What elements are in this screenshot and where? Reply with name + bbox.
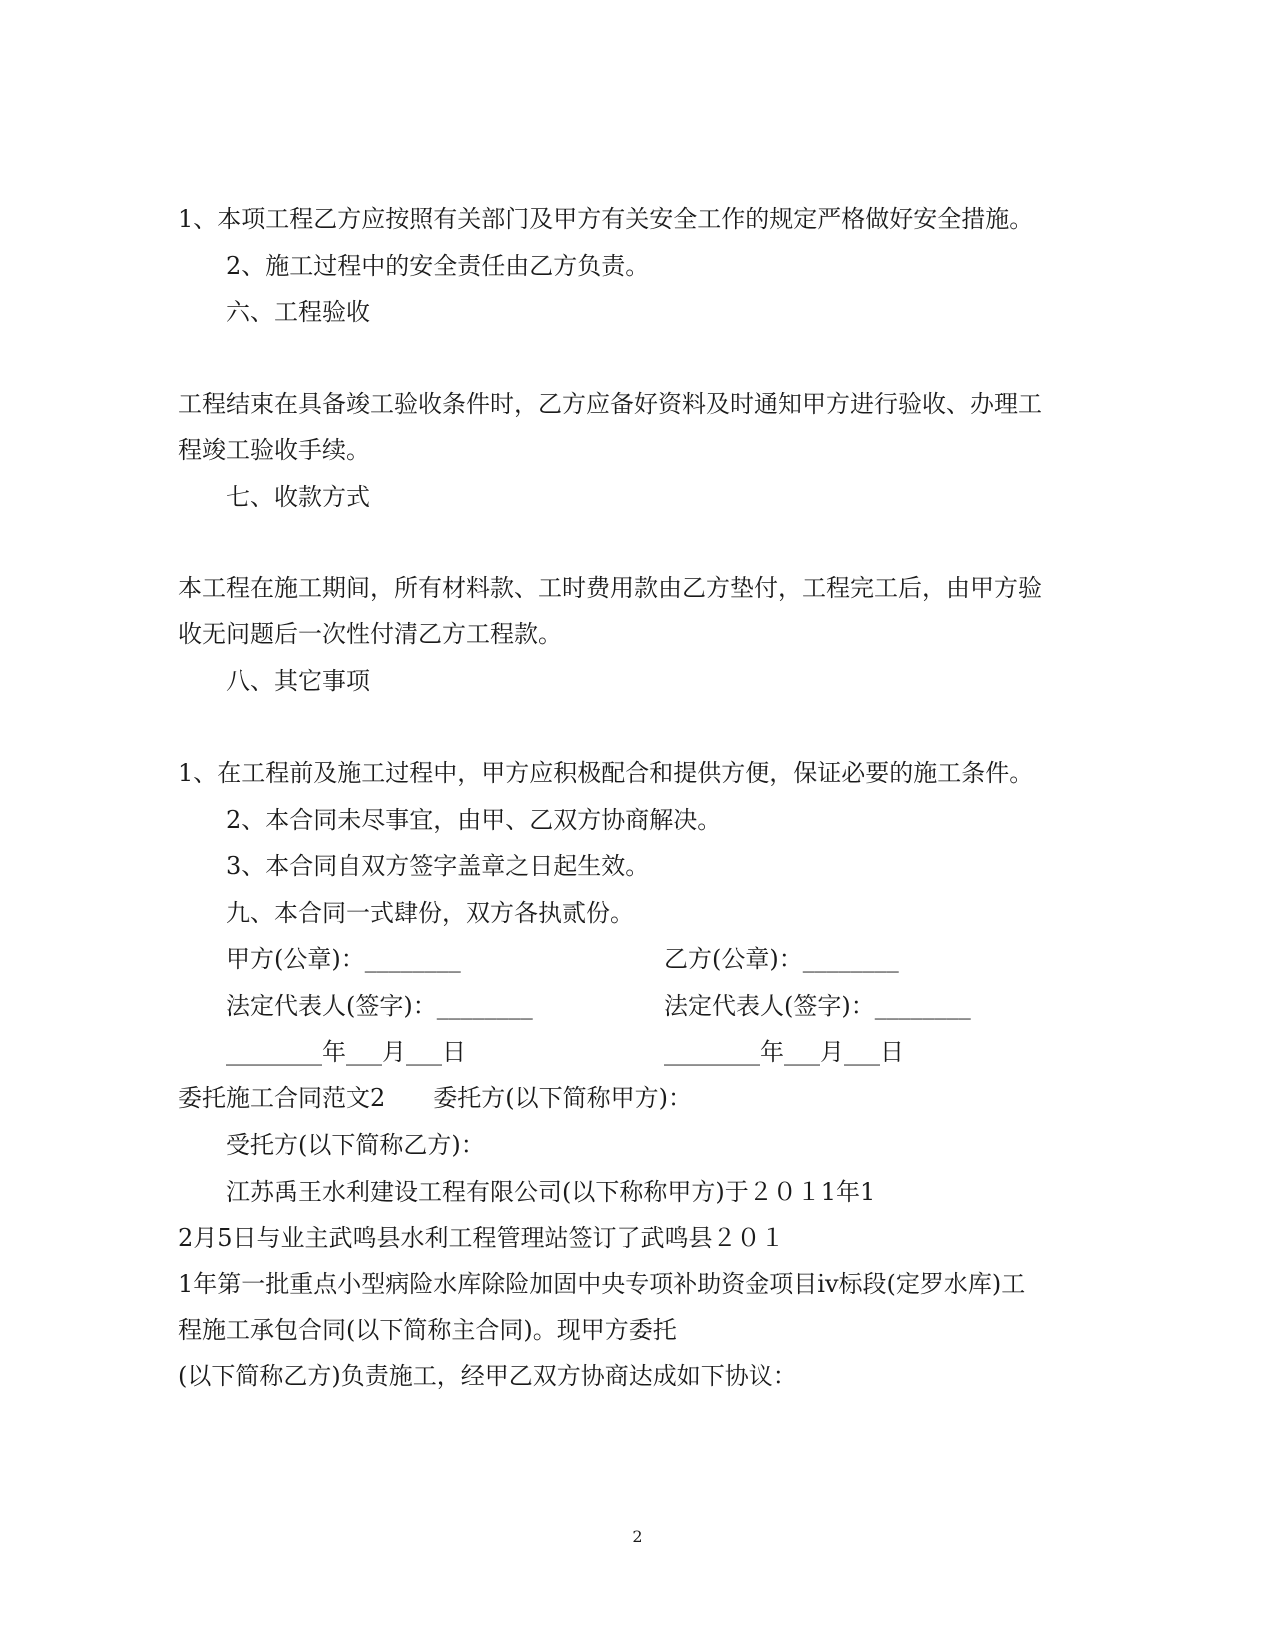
paragraph-text: 1年第一批重点小型病险水库除险加固中央专项补助资金项目iv标段(定罗水库)工	[178, 1270, 1026, 1298]
party-a-seal-line: 甲方(公章)：________	[226, 945, 461, 973]
paragraph-text: 程竣工验收手续。	[178, 436, 370, 464]
party-b-representative-line: 法定代表人(签字)：________	[664, 992, 971, 1020]
paragraph-text: (以下简称乙方)负责施工，经甲乙双方协商达成如下协议：	[178, 1362, 797, 1390]
section-heading: 八、其它事项	[226, 667, 370, 695]
paragraph-text: 2月5日与业主武鸣县水利工程管理站签订了武鸣县２０１	[178, 1224, 785, 1252]
paragraph-text: 程施工承包合同(以下简称主合同)。现甲方委托	[178, 1316, 677, 1344]
paragraph-text: 工程结束在具备竣工验收条件时，乙方应备好资料及时通知甲方进行验收、办理工	[178, 390, 1042, 418]
paragraph-text: 受托方(以下简称乙方)：	[226, 1131, 485, 1159]
contract-title-line: 委托施工合同范文2 委托方(以下简称甲方)：	[178, 1084, 692, 1112]
paragraph-text: 本工程在施工期间，所有材料款、工时费用款由乙方垫付，工程完工后，由甲方验	[178, 574, 1042, 602]
party-b-date-line: ________年___月___日	[664, 1038, 904, 1066]
clause-text: 九、本合同一式肆份，双方各执贰份。	[226, 899, 634, 927]
paragraph-text: 收无问题后一次性付清乙方工程款。	[178, 620, 562, 648]
clause-text: 2、本合同未尽事宜，由甲、乙双方协商解决。	[226, 806, 722, 834]
paragraph-text: 江苏禹王水利建设工程有限公司(以下称称甲方)于２０１1年1	[226, 1178, 876, 1206]
section-heading: 六、工程验收	[226, 298, 370, 326]
clause-text: 1、在工程前及施工过程中，甲方应积极配合和提供方便，保证必要的施工条件。	[178, 759, 1034, 787]
clause-text: 3、本合同自双方签字盖章之日起生效。	[226, 852, 650, 880]
party-a-date-line: ________年___月___日	[226, 1038, 466, 1066]
party-b-seal-line: 乙方(公章)：________	[664, 945, 899, 973]
clause-text: 2、施工过程中的安全责任由乙方负责。	[226, 252, 650, 280]
page-number: 2	[632, 1527, 643, 1546]
clause-text: 1、本项工程乙方应按照有关部门及甲方有关安全工作的规定严格做好安全措施。	[178, 205, 1034, 233]
party-a-representative-line: 法定代表人(签字)：________	[226, 992, 533, 1020]
section-heading: 七、收款方式	[226, 483, 370, 511]
